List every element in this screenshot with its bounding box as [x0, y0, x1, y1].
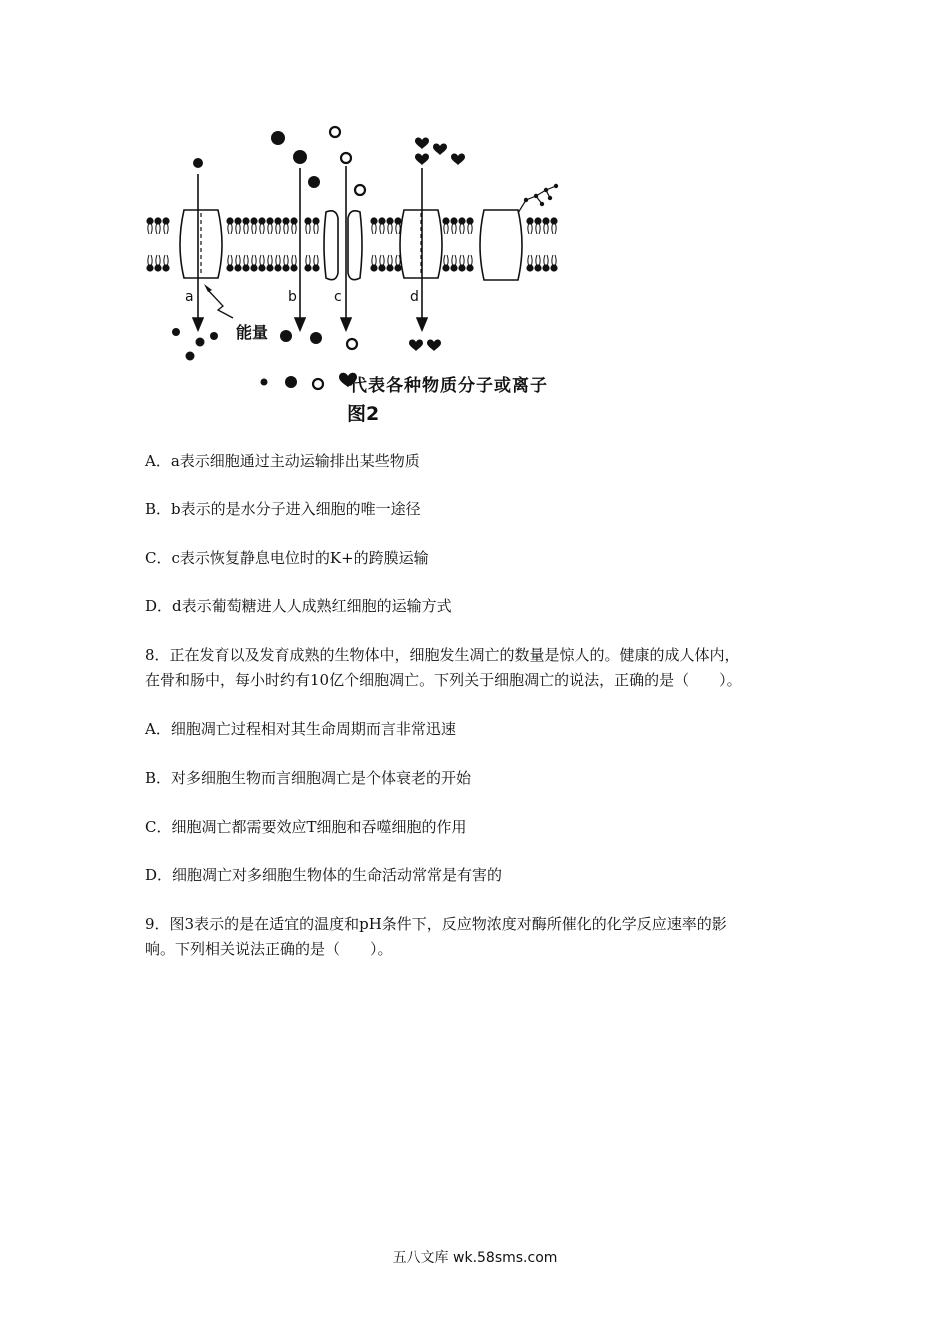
channel-label-d: d: [410, 289, 419, 305]
energy-label: 能量: [236, 323, 269, 342]
q8-text-line1: 8．正在发育以及发育成熟的生物体中，细胞发生凋亡的数量是惊人的。健康的成人体内，: [145, 646, 740, 664]
q8-option-c: C．细胞凋亡都需要效应T细胞和吞噬细胞的作用: [145, 818, 467, 836]
q8-option-a: A．细胞凋亡过程相对其生命周期而言非常迅速: [145, 720, 456, 738]
q8-option-b: B．对多细胞生物而言细胞凋亡是个体衰老的开始: [145, 769, 472, 787]
q7-option-c: C．c表示恢复静息电位时的K+的跨膜运输: [145, 549, 429, 567]
q8-option-d: D．细胞凋亡对多细胞生物体的生命活动常常是有害的: [145, 866, 503, 884]
figure-legend-text: 代表各种物质分子或离子: [350, 376, 548, 396]
q7-option-d: D．d表示葡萄糖进人人成熟红细胞的运输方式: [145, 597, 452, 615]
figure-caption: 图2: [347, 403, 380, 425]
channel-label-c: c: [334, 289, 342, 305]
channel-label-b: b: [288, 289, 297, 305]
q9-text-line2: 响。下列相关说法正确的是（ ）。: [145, 940, 393, 958]
channel-label-a: a: [185, 289, 194, 305]
q7-option-b: B．b表示的是水分子进入细胞的唯一途径: [145, 500, 421, 518]
footer-watermark: 五八文库 wk.58sms.com: [392, 1250, 558, 1266]
q8-text-line2: 在骨和肠中，每小时约有10亿个细胞凋亡。下列关于细胞凋亡的说法，正确的是（ ）。: [145, 671, 742, 689]
q7-option-a: A．a表示细胞通过主动运输排出某些物质: [145, 452, 420, 470]
q9-text-line1: 9．图3表示的是在适宜的温度和pH条件下，反应物浓度对酶所催化的化学反应速率的影: [145, 915, 727, 933]
